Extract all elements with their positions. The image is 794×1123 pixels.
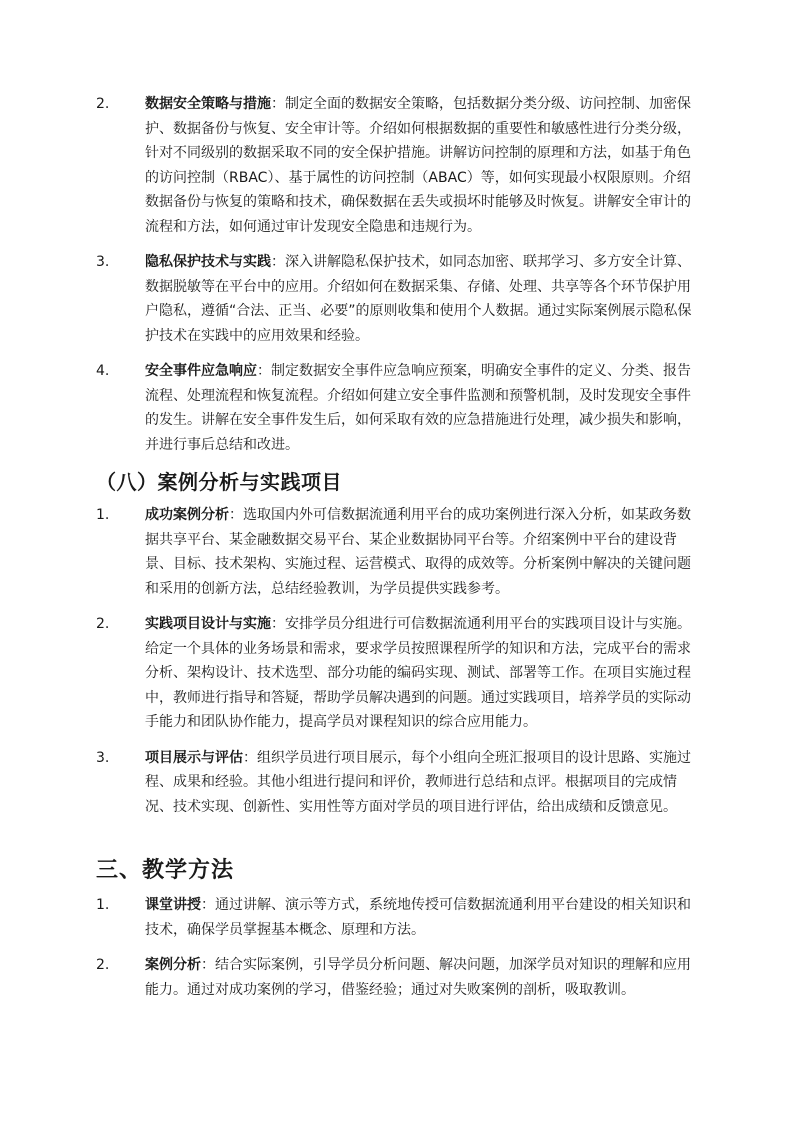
item-number: 3.: [96, 254, 110, 270]
item-text: ：通过讲解、演示等方式，系统地传授可信数据流通利用平台建设的相关知识和技术，确保学员掌握基本概念、原理和方法。: [145, 897, 691, 938]
item-term: 项目展示与评估: [145, 749, 243, 766]
item-number: 1.: [96, 507, 110, 523]
list-item: [0, 359, 794, 457]
item-number: 2.: [96, 957, 110, 973]
case-study-list: [0, 503, 794, 819]
item-text: ：结合实际案例，引导学员分析问题、解决问题，加深学员对知识的理解和应用能力。通过对成功案例的学习，借鉴经验；通过对失败案例的剖析，吸取教训。: [145, 957, 691, 998]
item-number: 2.: [96, 616, 110, 632]
list-item: [0, 503, 794, 601]
teaching-methods-list: [0, 893, 794, 1002]
item-number: 4.: [96, 363, 110, 379]
list-item: [0, 92, 794, 239]
item-term: 课堂讲授: [145, 897, 201, 913]
item-term: 实践项目设计与实施: [145, 616, 271, 632]
item-number: 2.: [96, 96, 110, 112]
list-item: [0, 612, 794, 735]
list-item: [0, 250, 794, 348]
item-text: ：制定全面的数据安全策略，包括数据分类分级、访问控制、加密保护、数据备份与恢复、安全审计等。介绍如何根据数据的重要性和敏感性进行分类分级，针对不同级别的数据采取不同的安全保护措施。讲解访问控制的原理和方法，如基于角色的访问控制（RBAC）、基于属性的访问控制（ABAC）等，如何实现最小权限原则。介绍数据备份与恢复的策略和技术，确保数据在丢失或损坏时能够及时恢复。讲解安全审计的流程和方法，如何通过审计发现安全隐患和违规行为。: [145, 96, 691, 235]
chapter-heading: 三、教学方法: [96, 858, 235, 883]
item-text: ：制定数据安全事件应急响应预案，明确安全事件的定义、分类、报告流程、处理流程和恢复流程。介绍如何建立安全事件监测和预警机制，及时发现安全事件的发生。讲解在安全事件发生后，如何采取有效的应急措施进行处理，减少损失和影响，并进行事后总结和改进。: [145, 363, 691, 453]
item-text: ：组织学员进行项目展示，每个小组向全班汇报项目的设计思路、实施过程、成果和经验。其他小组进行提问和评价，教师进行总结和点评。根据项目的完成情况、技术实现、创新性、实用性等方面对学员的项目进行评估，给出成绩和反馈意见。: [145, 749, 691, 815]
security-list: [0, 92, 794, 457]
list-item: [0, 893, 794, 942]
list-item: [0, 746, 794, 820]
item-text: ：安排学员分组进行可信数据流通利用平台的实践项目设计与实施。给定一个具体的业务场景和需求，要求学员按照课程所学的知识和方法，完成平台的需求分析、架构设计、技术选型、部分功能的编码实现、测试、部署等工作。在项目实施过程中，教师进行指导和答疑，帮助学员解决遇到的问题。通过实践项目，培养学员的实际动手能力和团队协作能力，提高学员对课程知识的综合应用能力。: [145, 616, 691, 730]
item-number: 1.: [96, 897, 110, 913]
item-term: 安全事件应急响应: [145, 363, 257, 379]
item-term: 案例分析: [145, 957, 201, 973]
section-heading: （八）案例分析与实践项目: [96, 470, 342, 494]
item-term: 数据安全策略与措施: [145, 96, 271, 112]
item-text: ：深入讲解隐私保护技术，如同态加密、联邦学习、多方安全计算、数据脱敏等在平台中的应用。介绍如何在数据采集、存储、处理、共享等各个环节保护用户隐私，遵循“合法、正当、必要”的原则收集和使用个人数据。通过实际案例展示隐私保护技术在实践中的应用效果和经验。: [145, 254, 692, 344]
item-term: 成功案例分析: [145, 507, 229, 523]
item-term: 隐私保护技术与实践: [145, 254, 271, 270]
item-text: ：选取国内外可信数据流通利用平台的成功案例进行深入分析，如某政务数据共享平台、某金融数据交易平台、某企业数据协同平台等。介绍案例中平台的建设背景、目标、技术架构、实施过程、运营模式、取得的成效等。分析案例中解决的关键问题和采用的创新方法，总结经验教训，为学员提供实践参考。: [145, 507, 691, 597]
item-number: 3.: [96, 749, 110, 766]
list-item: [0, 953, 794, 1002]
